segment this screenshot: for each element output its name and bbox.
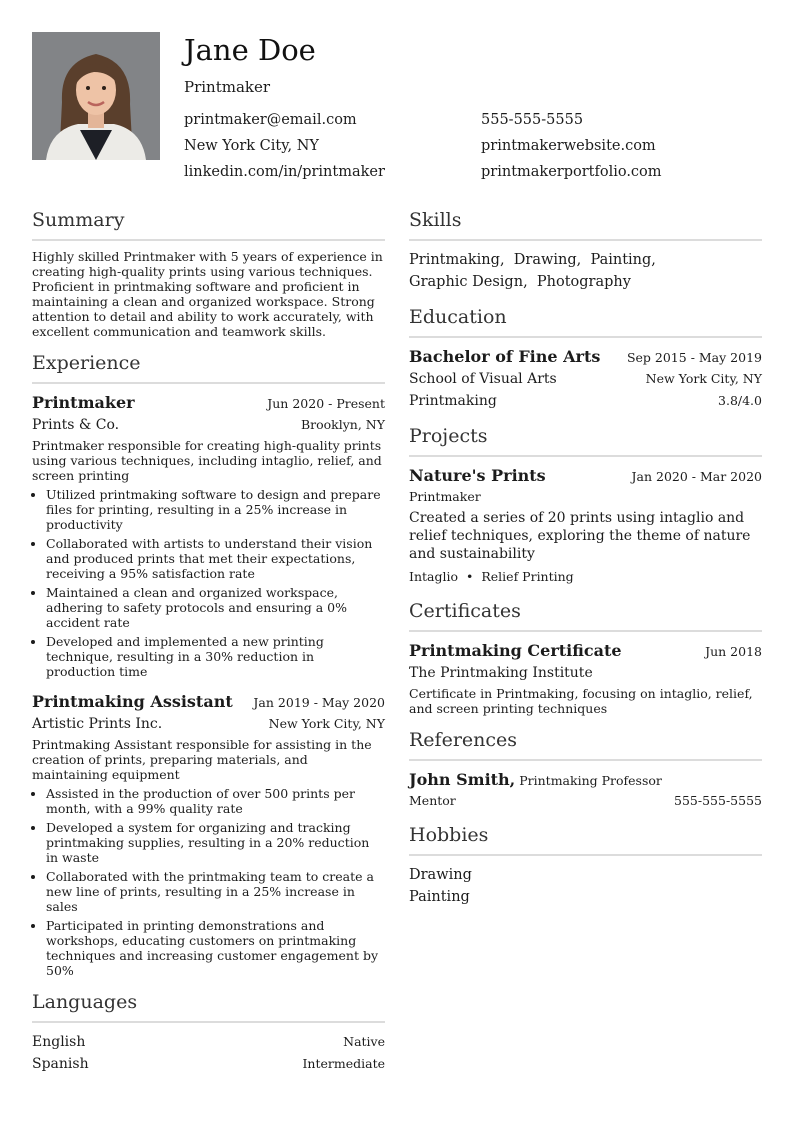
- portrait-image: [32, 32, 160, 160]
- linkedin-link[interactable]: linkedin.com/in/printmaker: [184, 164, 385, 180]
- candidate-name: Jane Doe: [184, 33, 316, 67]
- resume-header: [184, 32, 764, 190]
- language-level: Native: [343, 1034, 385, 1049]
- projects-section: [409, 424, 762, 587]
- phone-number[interactable]: 555-555-5555: [481, 112, 584, 128]
- job-bullet: • Utilized printmaking software to design and prepare files for printing, resulting in a 25% increase in productivity: [46, 487, 385, 532]
- experience-section: [32, 351, 385, 978]
- education-school: School of Visual Arts: [409, 371, 557, 387]
- reference-relation: Mentor: [409, 793, 456, 808]
- skill-item: Graphic Design ,: [409, 274, 537, 290]
- education-dates: Sep 2015 - May 2019: [626, 350, 762, 365]
- certificate-date: Jun 2018: [705, 644, 762, 659]
- website-link[interactable]: printmakerwebsite.com: [481, 138, 656, 154]
- job-bullet: • Collaborated with the printmaking team to create a new line of prints, resulting in a 25% increase in sales: [46, 869, 385, 914]
- job-bullet: • Developed a system for organizing and tracking printmaking supplies, resulting in a 20% reduction in waste: [46, 820, 385, 865]
- certificate-issuer: The Printmaking Institute: [409, 665, 593, 681]
- project-title: Nature's Prints: [409, 466, 546, 485]
- languages-heading: Languages: [32, 990, 385, 1023]
- skills-list: [409, 249, 762, 293]
- job-company: Artistic Prints Inc.: [32, 716, 163, 732]
- hobbies-section: [409, 823, 762, 908]
- hobbies-heading: Hobbies: [409, 823, 762, 856]
- certificate-title: Printmaking Certificate: [409, 641, 622, 660]
- job-dates: Jan 2019 - May 2020: [253, 695, 385, 710]
- hobby-item: Painting: [409, 889, 470, 905]
- contact-info: [184, 110, 764, 190]
- candidate-title: Printmaker: [184, 78, 271, 96]
- reference-phone[interactable]: 555-555-5555: [674, 793, 762, 808]
- education-degree: Bachelor of Fine Arts: [409, 347, 601, 366]
- job-description: Printmaker responsible for creating high-quality prints using various techniques, including intaglio, relief, and screen printing: [32, 438, 382, 483]
- language-item: [32, 1031, 385, 1053]
- summary-heading: Summary: [32, 208, 385, 241]
- job-bullet: • Collaborated with artists to understand their vision and produced prints that met their expectations, receiving a 95% satisfaction rate: [46, 536, 385, 581]
- certificates-heading: Certificates: [409, 599, 762, 632]
- language-level: Intermediate: [302, 1056, 385, 1071]
- experience-heading: Experience: [32, 351, 385, 384]
- job-entry: [32, 392, 385, 679]
- hobby-item: Drawing: [409, 867, 472, 883]
- certificates-section: [409, 599, 762, 716]
- language-item: [32, 1053, 385, 1075]
- projects-heading: Projects: [409, 424, 762, 457]
- job-bullet: • Developed and implemented a new printing technique, resulting in a 30% reduction in production time: [46, 634, 385, 679]
- job-location: Brooklyn, NY: [300, 417, 385, 432]
- education-location: New York City, NY: [645, 371, 762, 386]
- job-entry: [32, 691, 385, 978]
- project-tags: [409, 567, 762, 587]
- skill-item: Drawing ,: [514, 252, 591, 268]
- reference-name: John Smith,: [409, 770, 516, 789]
- certificate-description: Certificate in Printmaking, focusing on intaglio, relief, and screen printing techniques: [409, 686, 753, 716]
- references-heading: References: [409, 728, 762, 761]
- portfolio-link[interactable]: printmakerportfolio.com: [481, 164, 662, 180]
- job-bullet: • Assisted in the production of over 500 prints per month, with a 99% quality rate: [46, 786, 385, 816]
- tag-separator: •: [466, 569, 474, 584]
- project-description: Created a series of 20 prints using intaglio and relief techniques, exploring the theme of nature and sustainability: [409, 510, 751, 562]
- project-dates: Jan 2020 - Mar 2020: [631, 469, 762, 484]
- job-bullets: [32, 786, 385, 978]
- project-tag: Intaglio: [409, 569, 458, 584]
- skills-section: [409, 208, 762, 293]
- job-title: Printmaker: [32, 393, 135, 412]
- job-bullet: • Maintained a clean and organized workspace, adhering to safety protocols and ensuring a 0% accident rate: [46, 585, 385, 630]
- profile-photo: [32, 32, 160, 160]
- education-gpa: 3.8/4.0: [718, 393, 762, 408]
- project-role: Printmaker: [409, 489, 481, 504]
- summary-section: [32, 208, 385, 339]
- project-tag: Relief Printing: [481, 569, 574, 584]
- left-column: [32, 208, 385, 1087]
- skill-item: Painting ,: [590, 252, 665, 268]
- location: New York City, NY: [184, 138, 319, 154]
- skills-heading: Skills: [409, 208, 762, 241]
- right-column: [409, 208, 762, 920]
- language-name: Spanish: [32, 1056, 89, 1072]
- job-title: Printmaking Assistant: [32, 692, 233, 711]
- job-bullet: • Participated in printing demonstrations and workshops, educating customers on printmaking techniques and increasing customer engagement by 50%: [46, 918, 385, 978]
- education-heading: Education: [409, 305, 762, 338]
- reference-role: Printmaking Professor: [519, 773, 662, 788]
- education-field: Printmaking: [409, 393, 497, 409]
- skill-item: Printmaking ,: [409, 252, 514, 268]
- job-company: Prints & Co.: [32, 417, 120, 433]
- summary-text: Highly skilled Printmaker with 5 years of experience in creating high-quality prints using various techniques. Proficient in printmaking software and proficient in maintaining a clean and organized workspace. Strong attention to detail and ability to work accurately, with excellent communication and teamwork skills.: [32, 249, 383, 339]
- job-location: New York City, NY: [268, 716, 385, 731]
- references-section: [409, 728, 762, 811]
- email-link[interactable]: printmaker@email.com: [184, 112, 357, 128]
- languages-section: [32, 990, 385, 1075]
- job-description: Printmaking Assistant responsible for assisting in the creation of prints, preparing materials, and maintaining equipment: [32, 737, 372, 782]
- job-bullets: [32, 487, 385, 679]
- job-dates: Jun 2020 - Present: [267, 396, 385, 411]
- skill-item: Photography: [536, 274, 631, 290]
- language-name: English: [32, 1034, 86, 1050]
- education-section: [409, 305, 762, 412]
